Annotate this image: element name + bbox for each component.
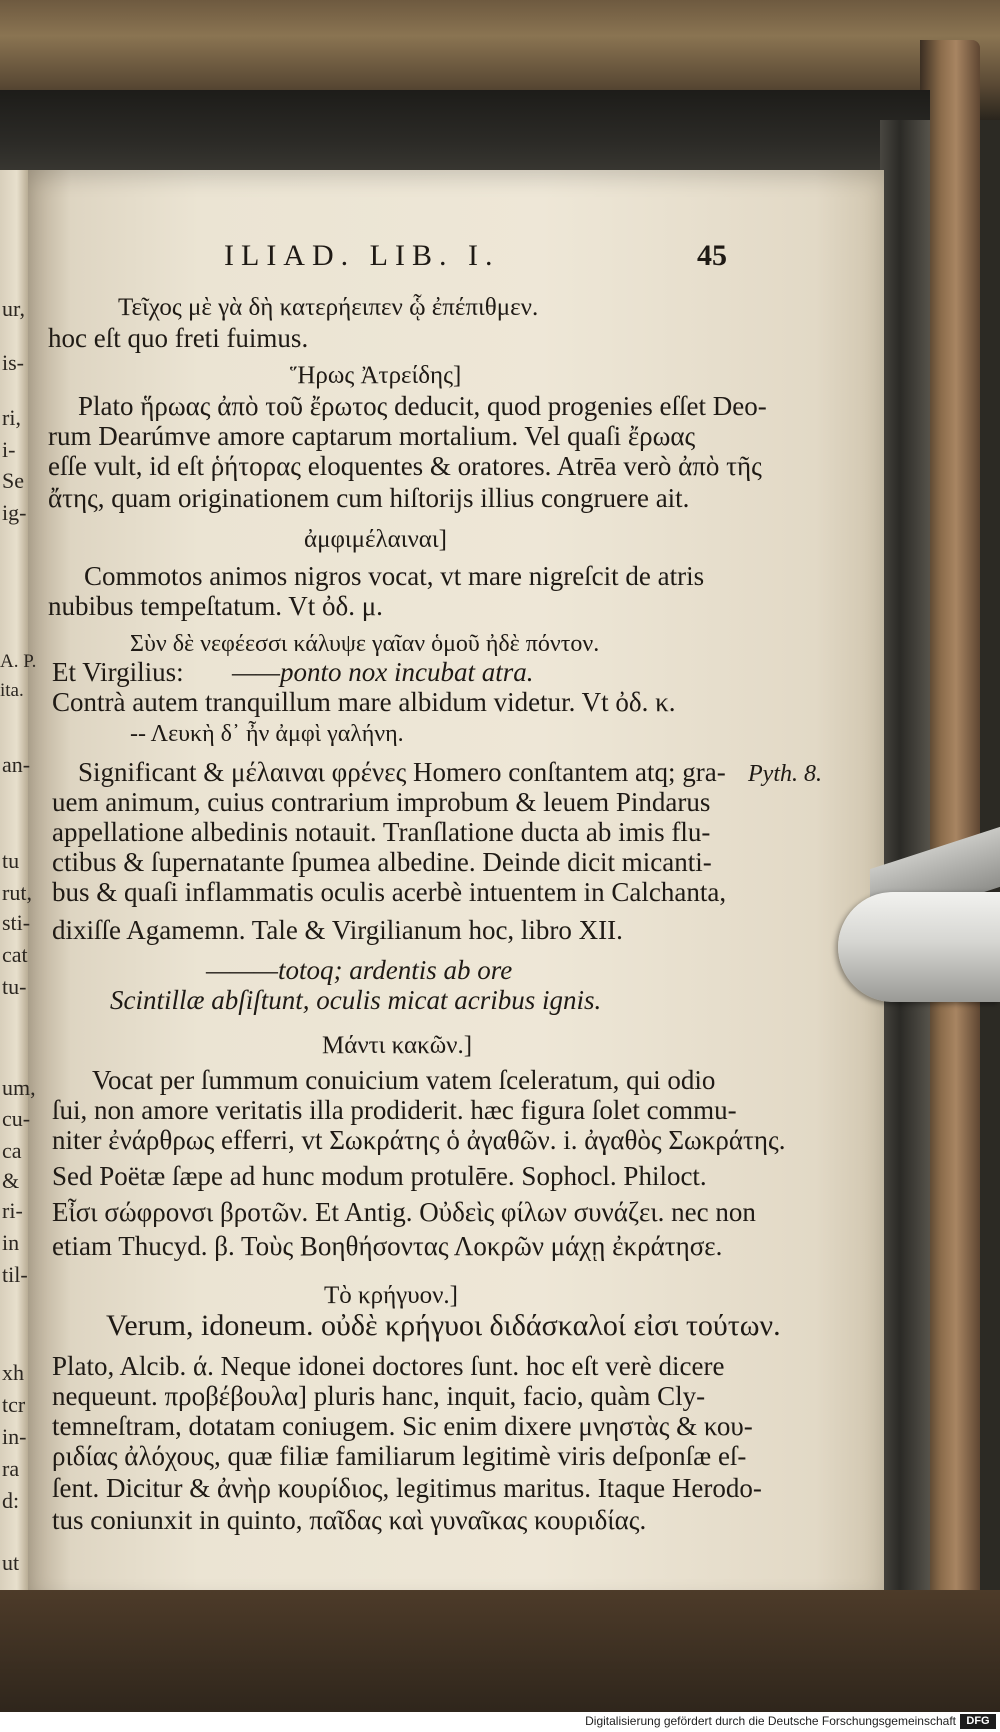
quote-line: Scintillæ abſiſtunt, oculis micat acribus ignis. bbox=[110, 985, 602, 1015]
text-line: Verum, idoneum. οὐδὲ κρήγυοι διδάσκαλοί εἰσι τούτων. bbox=[106, 1309, 781, 1342]
bookmark-clip bbox=[838, 892, 1000, 1002]
left-fragment: A. P. bbox=[0, 651, 37, 672]
running-title: ILIAD. LIB. I. bbox=[224, 239, 500, 272]
text-line: ἄτης, quam originationem cum hiſtorijs illius congruere ait. bbox=[48, 483, 690, 513]
text-line: bus & quaſi inflammatis oculis acerbè intuentem in Calchanta, bbox=[52, 877, 727, 907]
left-fragment: tu- bbox=[2, 974, 27, 999]
left-fragment: ri- bbox=[2, 1198, 23, 1223]
text-line: appellatione albedinis notauit. Tranſlatione ducta ab imis flu- bbox=[52, 817, 711, 847]
dfg-logo: DFG bbox=[960, 1714, 996, 1729]
left-fragment: in- bbox=[2, 1424, 27, 1449]
left-fragment: ig- bbox=[2, 500, 27, 525]
left-fragment: tcr bbox=[2, 1392, 26, 1417]
left-fragment: til- bbox=[2, 1262, 28, 1287]
text-line: rum Dearúmve amore captarum mortalium. Vel quaſi ἔρωας bbox=[48, 421, 696, 451]
section-lemma: Μάντι κακῶν.] bbox=[322, 1032, 473, 1059]
footer-bar bbox=[0, 1712, 1000, 1732]
left-fragment: cat bbox=[2, 942, 28, 967]
left-fragment: sti- bbox=[2, 910, 31, 935]
left-fragment: & bbox=[2, 1168, 20, 1193]
left-fragment: tu bbox=[2, 848, 20, 873]
left-fragment: is- bbox=[2, 350, 24, 375]
text-line: ſui, non amore veritatis illa prodiderit. hæc figura ſolet commu- bbox=[52, 1095, 737, 1125]
left-fragment: an- bbox=[2, 752, 31, 777]
text-line: Contrà autem tranquillum mare albidum videtur. Vt ὀδ. κ. bbox=[52, 687, 676, 717]
text-line: hoc eſt quo freti fuimus. bbox=[48, 323, 309, 353]
left-fragment: ur, bbox=[2, 296, 25, 321]
text-line: Significant & μέλαιναι φρένες Homero conſtantem atq; gra- bbox=[78, 757, 726, 787]
text-line: nubibus tempeſtatum. Vt ὀδ. μ. bbox=[48, 591, 383, 621]
left-fragment: Se bbox=[2, 468, 24, 493]
left-fragment: ca bbox=[2, 1138, 22, 1163]
left-fragment: i- bbox=[2, 437, 16, 462]
section-lemma: Ἥρως Ἀτρείδης] bbox=[290, 362, 462, 389]
section-lemma: ἀμφιμέλαιναι] bbox=[304, 526, 447, 553]
section-lemma: Τὸ κρήγυον.] bbox=[324, 1282, 458, 1309]
left-fragment: rut, bbox=[2, 880, 32, 905]
text-line: Τεῖχος μὲ γὰ δὴ κατερήειπεν ᾧ ἐπέπιθμεν. bbox=[118, 294, 539, 321]
text-line: ριδίας ἀλόχους, quæ filiæ familiarum legitimè viris deſponſæ eſ- bbox=[52, 1441, 747, 1471]
text-line: Plato, Alcib. ά. Neque idonei doctores ſunt. hoc eſt verè dicere bbox=[52, 1351, 725, 1381]
book-cover-bottom bbox=[0, 1590, 1000, 1712]
funding-credit: Digitalisierung gefördert durch die Deutsche Forschungsgemeinschaft bbox=[585, 1714, 956, 1728]
left-fragment: cu- bbox=[2, 1106, 31, 1131]
left-fragment: d: bbox=[2, 1488, 20, 1513]
text-line: Εἶσι σώφρονσι βροτῶν. Et Antig. Οὐδεὶς φίλων συνάζει. nec non bbox=[52, 1197, 756, 1227]
quote-line: ———totoq; ardentis ab ore bbox=[206, 955, 513, 985]
text-line: tus coniunxit in quinto, παῖδας καὶ γυναῖκας κουριδίας. bbox=[52, 1505, 647, 1535]
text-line: eſſe vult, id eſt ῥήτορας eloquentes & oratores. Atrēa verò ἀπὸ τῆς bbox=[48, 451, 762, 481]
text-line: ſent. Dicitur & ἀνὴρ κουρίδιος, legitimus maritus. Itaque Herodo- bbox=[52, 1473, 762, 1503]
text-line: dixiſſe Agamemn. Tale & Virgilianum hoc, libro XII. bbox=[52, 915, 623, 945]
left-fragment: in bbox=[2, 1230, 20, 1255]
left-fragment: xh bbox=[2, 1360, 24, 1385]
left-fragment: ri, bbox=[2, 405, 21, 430]
left-fragment: ita. bbox=[0, 680, 24, 701]
margin-note: Pyth. 8. bbox=[748, 761, 822, 787]
text-line: Commotos animos nigros vocat, vt mare nigreſcit de atris bbox=[84, 561, 705, 591]
text-line: etiam Thucyd. β. Τοὺς Βοηθήσοντας Λοκρῶν μάχῃ ἐκράτησε. bbox=[52, 1231, 723, 1261]
text-line: nequeunt. προβέβουλα] pluris hanc, inquit, facio, quàm Cly- bbox=[52, 1381, 706, 1411]
text-line: ctibus & ſupernatante ſpumea albedine. Deinde dicit micanti- bbox=[52, 847, 712, 877]
quote-line: -- Λευκὴ δ᾽ ἦν ἀμφὶ γαλήνη. bbox=[130, 721, 404, 747]
left-fragment: ra bbox=[2, 1456, 20, 1481]
quote-line: Σὺν δὲ νεφέεσσι κάλυψε γαῖαν ὁμοῦ ἠδὲ πόντον. bbox=[130, 631, 600, 657]
text-line: Et Virgilius: bbox=[52, 657, 184, 687]
text-line: temneſtram, dotatam coniugem. Sic enim dixere μνηστὰς & κου- bbox=[52, 1411, 753, 1441]
text-line: niter ἐνάρθρως efferri, vt Σωκράτης ὁ ἀγαθῶν. i. ἀγαθὸς Σωκράτης. bbox=[52, 1125, 786, 1155]
left-fragment: ut bbox=[2, 1550, 20, 1575]
quote-line: ——ponto nox incubat atra. bbox=[232, 657, 534, 687]
text-line: Sed Poëtæ ſæpe ad hunc modum protulēre. Sophocl. Philoct. bbox=[52, 1161, 707, 1191]
text-line: Plato ἥρωας ἀπὸ τοῦ ἔρωτος deducit, quod progenies eſſet Deo- bbox=[78, 391, 767, 421]
left-fragment: um, bbox=[2, 1075, 36, 1100]
text-line: uem animum, cuius contrarium improbum & leuem Pindarus bbox=[52, 787, 711, 817]
text-line: Vocat per ſummum conuicium vatem ſceleratum, qui odio bbox=[92, 1065, 716, 1095]
page-number: 45 bbox=[697, 239, 727, 272]
page-block-edge bbox=[0, 90, 930, 180]
